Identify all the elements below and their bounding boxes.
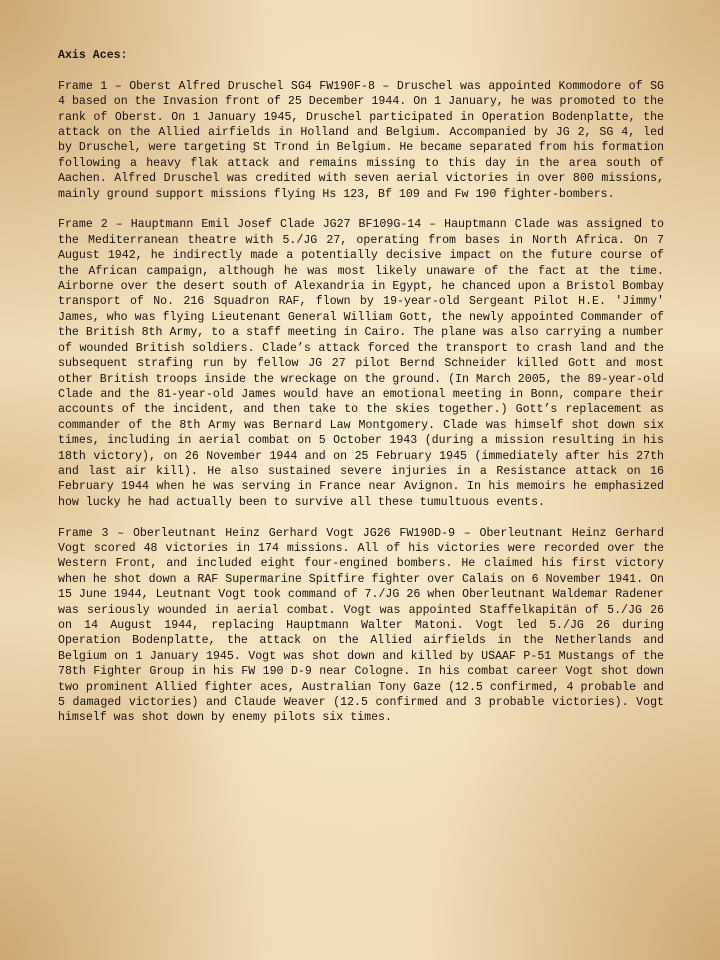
document-page	[58, 48, 664, 741]
paragraph-frame-3: Frame 3 – Oberleutnant Heinz Gerhard Vogt JG26 FW190D-9 – Oberleutnant Heinz Gerhard Vogt scored 48 victories in 174 missions. All of his victories were recorded over the Western Front, and included eight four-engined bombers. He claimed his first victory when he shot down a RAF Supermarine Spitfire fighter over Calais on 6 November 1941. On 15 June 1944, Leutnant Vogt took command of 7./JG 26 when Oberleutnant Waldemar Radener was seriously wounded in aerial combat. Vogt was appointed Staffelkapitän of 5./JG 26 on 14 August 1944, replacing Hauptmann Walter Matoni. Vogt led 5./JG 26 during Operation Bodenplatte, the attack on the Allied airfields in the Netherlands and Belgium on 1 January 1945. Vogt was shot down and killed by USAAF P-51 Mustangs of the 78th Fighter Group in his FW 190 D-9 near Cologne. In his combat career Vogt shot down two prominent Allied fighter aces, Australian Tony Gaze (12.5 confirmed, 4 probable and 5 damaged victories) and Claude Weaver (12.5 confirmed and 3 probable victories). Vogt himself was shot down by enemy pilots six times.	[58, 526, 664, 725]
paragraph-frame-2: Frame 2 – Hauptmann Emil Josef Clade JG27 BF109G-14 – Hauptmann Clade was assigned to the Mediterranean theatre with 5./JG 27, operating from bases in North Africa. On 7 August 1942, he indirectly made a potentially decisive impact on the future course of the African campaign, although he was most likely unaware of the fact at the time. Airborne over the desert south of Alexandria in Egypt, he chanced upon a Bristol Bombay transport of No. 216 Squadron RAF, flown by 19-year-old Sergeant Pilot H.E. 'Jimmy' James, who was flying Lieutenant General William Gott, the newly appointed Commander of the British 8th Army, to a staff meeting in Cairo. The plane was also carrying a number of wounded British soldiers. Clade’s attack forced the transport to crash land and the subsequent strafing run by fellow JG 27 pilot Bernd Schneider killed Gott and most other British troops inside the wreckage on the ground. (In March 2005, the 89-year-old Clade and the 81-year-old James would have an emotional meeting in Bonn, compare their accounts of the incident, and then take to the skies together.) Gott’s replacement as commander of the 8th Army was Bernard Law Montgomery. Clade was himself shot down six times, including in aerial combat on 5 October 1943 (during a mission resulting in his 18th victory), on 26 November 1944 and on 25 February 1945 (immediately after his 27th and last air kill). He also sustained severe injuries in a Resistance attack on 16 February 1944 when he was serving in France near Avignon. In his memoirs he emphasized how lucky he had actually been to survive all these tumultuous events.	[58, 218, 664, 509]
paragraph-frame-1: Frame 1 – Oberst Alfred Druschel SG4 FW190F-8 – Druschel was appointed Kommodore of SG 4 based on the Invasion front of 25 December 1944. On 1 January, he was promoted to the rank of Oberst. On 1 January 1945, Druschel participated in Operation Bodenplatte, the attack on the Allied airfields in Holland and Belgium. Accompanied by JG 2, SG 4, led by Druschel, were targeting St Trond in Belgium. He became separated from his formation following a heavy flak attack and remains missing to this day in the area south of Aachen. Alfred Druschel was credited with seven aerial victories in over 800 missions, mainly ground support missions flying Hs 123, Bf 109 and Fw 190 fighter-bombers.	[58, 79, 664, 201]
document-heading: Axis Aces:	[58, 49, 128, 62]
